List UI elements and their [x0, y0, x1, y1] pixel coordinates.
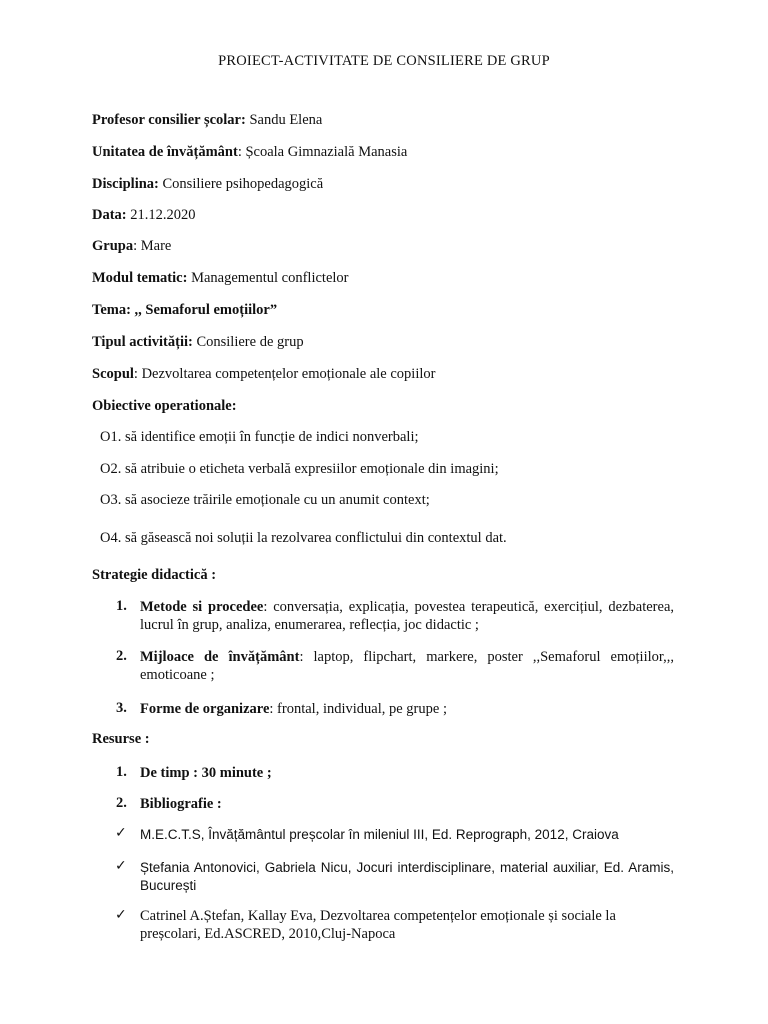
field-label: Scopul — [92, 366, 134, 382]
document-title: PROIECT-ACTIVITATE DE CONSILIERE DE GRUP — [218, 53, 550, 69]
field-unitatea — [92, 144, 407, 161]
field-value: Consiliere de grup — [192, 334, 304, 350]
strategie-item-label: Metode si procedee — [140, 599, 264, 615]
resurse-heading: Resurse : — [92, 731, 150, 747]
bibliography-item: M.E.C.T.S, Învățământul preșcolar în mileniul III, Ed. Reprograph, 2012, Craiova — [140, 827, 619, 842]
field-label: Unitatea de învățământ — [92, 144, 238, 160]
field-label: Data: — [92, 207, 127, 223]
field-label: Tipul activității: — [92, 334, 193, 350]
strategie-heading: Strategie didactică : — [92, 567, 217, 583]
resurse-number: 2. — [116, 795, 127, 811]
strategie-item-label: Forme de organizare — [140, 701, 270, 717]
strategie-item-label: Mijloace de învățământ — [140, 649, 300, 665]
field-label: Tema: ,, Semaforul emoțiilor” — [92, 302, 278, 318]
strategie-item — [140, 598, 674, 634]
field-disciplina — [92, 176, 323, 193]
field-modul — [92, 270, 349, 287]
field-label: Disciplina: — [92, 176, 159, 192]
field-value: : Școala Gimnazială Manasia — [237, 144, 408, 160]
field-label: Obiective operationale: — [92, 398, 237, 414]
field-value: Sandu Elena — [245, 112, 323, 128]
field-data — [92, 207, 196, 224]
field-label: Profesor consilier școlar: — [92, 112, 246, 128]
field-scopul — [92, 366, 435, 383]
strategie-item — [140, 648, 674, 684]
field-tema — [92, 302, 277, 319]
objective-item: O3. să asocieze trăirile emoționale cu un anumit context; — [100, 492, 430, 508]
strategie-number: 3. — [116, 700, 127, 716]
field-tipul — [92, 334, 304, 351]
field-value: : Mare — [133, 238, 172, 254]
field-grupa — [92, 238, 171, 255]
resurse-number: 1. — [116, 764, 127, 780]
field-value: Managementul conflictelor — [187, 270, 349, 286]
bibliography-item: Catrinel A.Ștefan, Kallay Eva, Dezvoltarea competențelor emoționale și sociale la preșcolari, Ed.ASCRED, 2010,Cluj-Napoca — [140, 908, 616, 942]
field-label: Modul tematic: — [92, 270, 188, 286]
field-obiective — [92, 398, 237, 415]
field-value: 21.12.2020 — [126, 207, 196, 223]
strategie-item-text: : laptop, flipchart, markere, poster ,,Semaforul emoțiilor,,, emoticoane ; — [140, 649, 674, 683]
checkmark-icon: ✓ — [115, 907, 127, 923]
strategie-number: 2. — [116, 648, 127, 664]
objective-item: O1. să identifice emoții în funcție de indici nonverbali; — [100, 429, 419, 445]
objective-item: O2. să atribuie o eticheta verbală expresiilor emoționale din imagini; — [100, 461, 499, 477]
bibliography-item: Ștefania Antonovici, Gabriela Nicu, Jocuri interdisciplinare, material auxiliar, Ed. Aramis, București — [140, 860, 674, 893]
strategie-number: 1. — [116, 598, 127, 614]
field-profesor — [92, 112, 322, 129]
resurse-item: De timp : 30 minute ; — [140, 765, 272, 781]
checkmark-icon: ✓ — [115, 825, 127, 841]
strategie-item-text: : conversația, explicația, povestea terapeutică, exercițiul, dezbaterea, lucrul în grup, analiza, enumerarea, reflecția, joc didactic ; — [140, 599, 674, 633]
strategie-item — [140, 700, 674, 718]
resurse-item: Bibliografie : — [140, 796, 222, 812]
strategie-item-text: : frontal, individual, pe grupe ; — [269, 701, 447, 717]
field-label: Grupa — [92, 238, 134, 254]
checkmark-icon: ✓ — [115, 858, 127, 874]
field-value: Consiliere psihopedagogică — [158, 176, 324, 192]
field-value: : Dezvoltarea competențelor emoționale ale copiilor — [133, 366, 436, 382]
objective-item: O4. să găsească noi soluții la rezolvarea conflictului din contextul dat. — [100, 530, 507, 546]
